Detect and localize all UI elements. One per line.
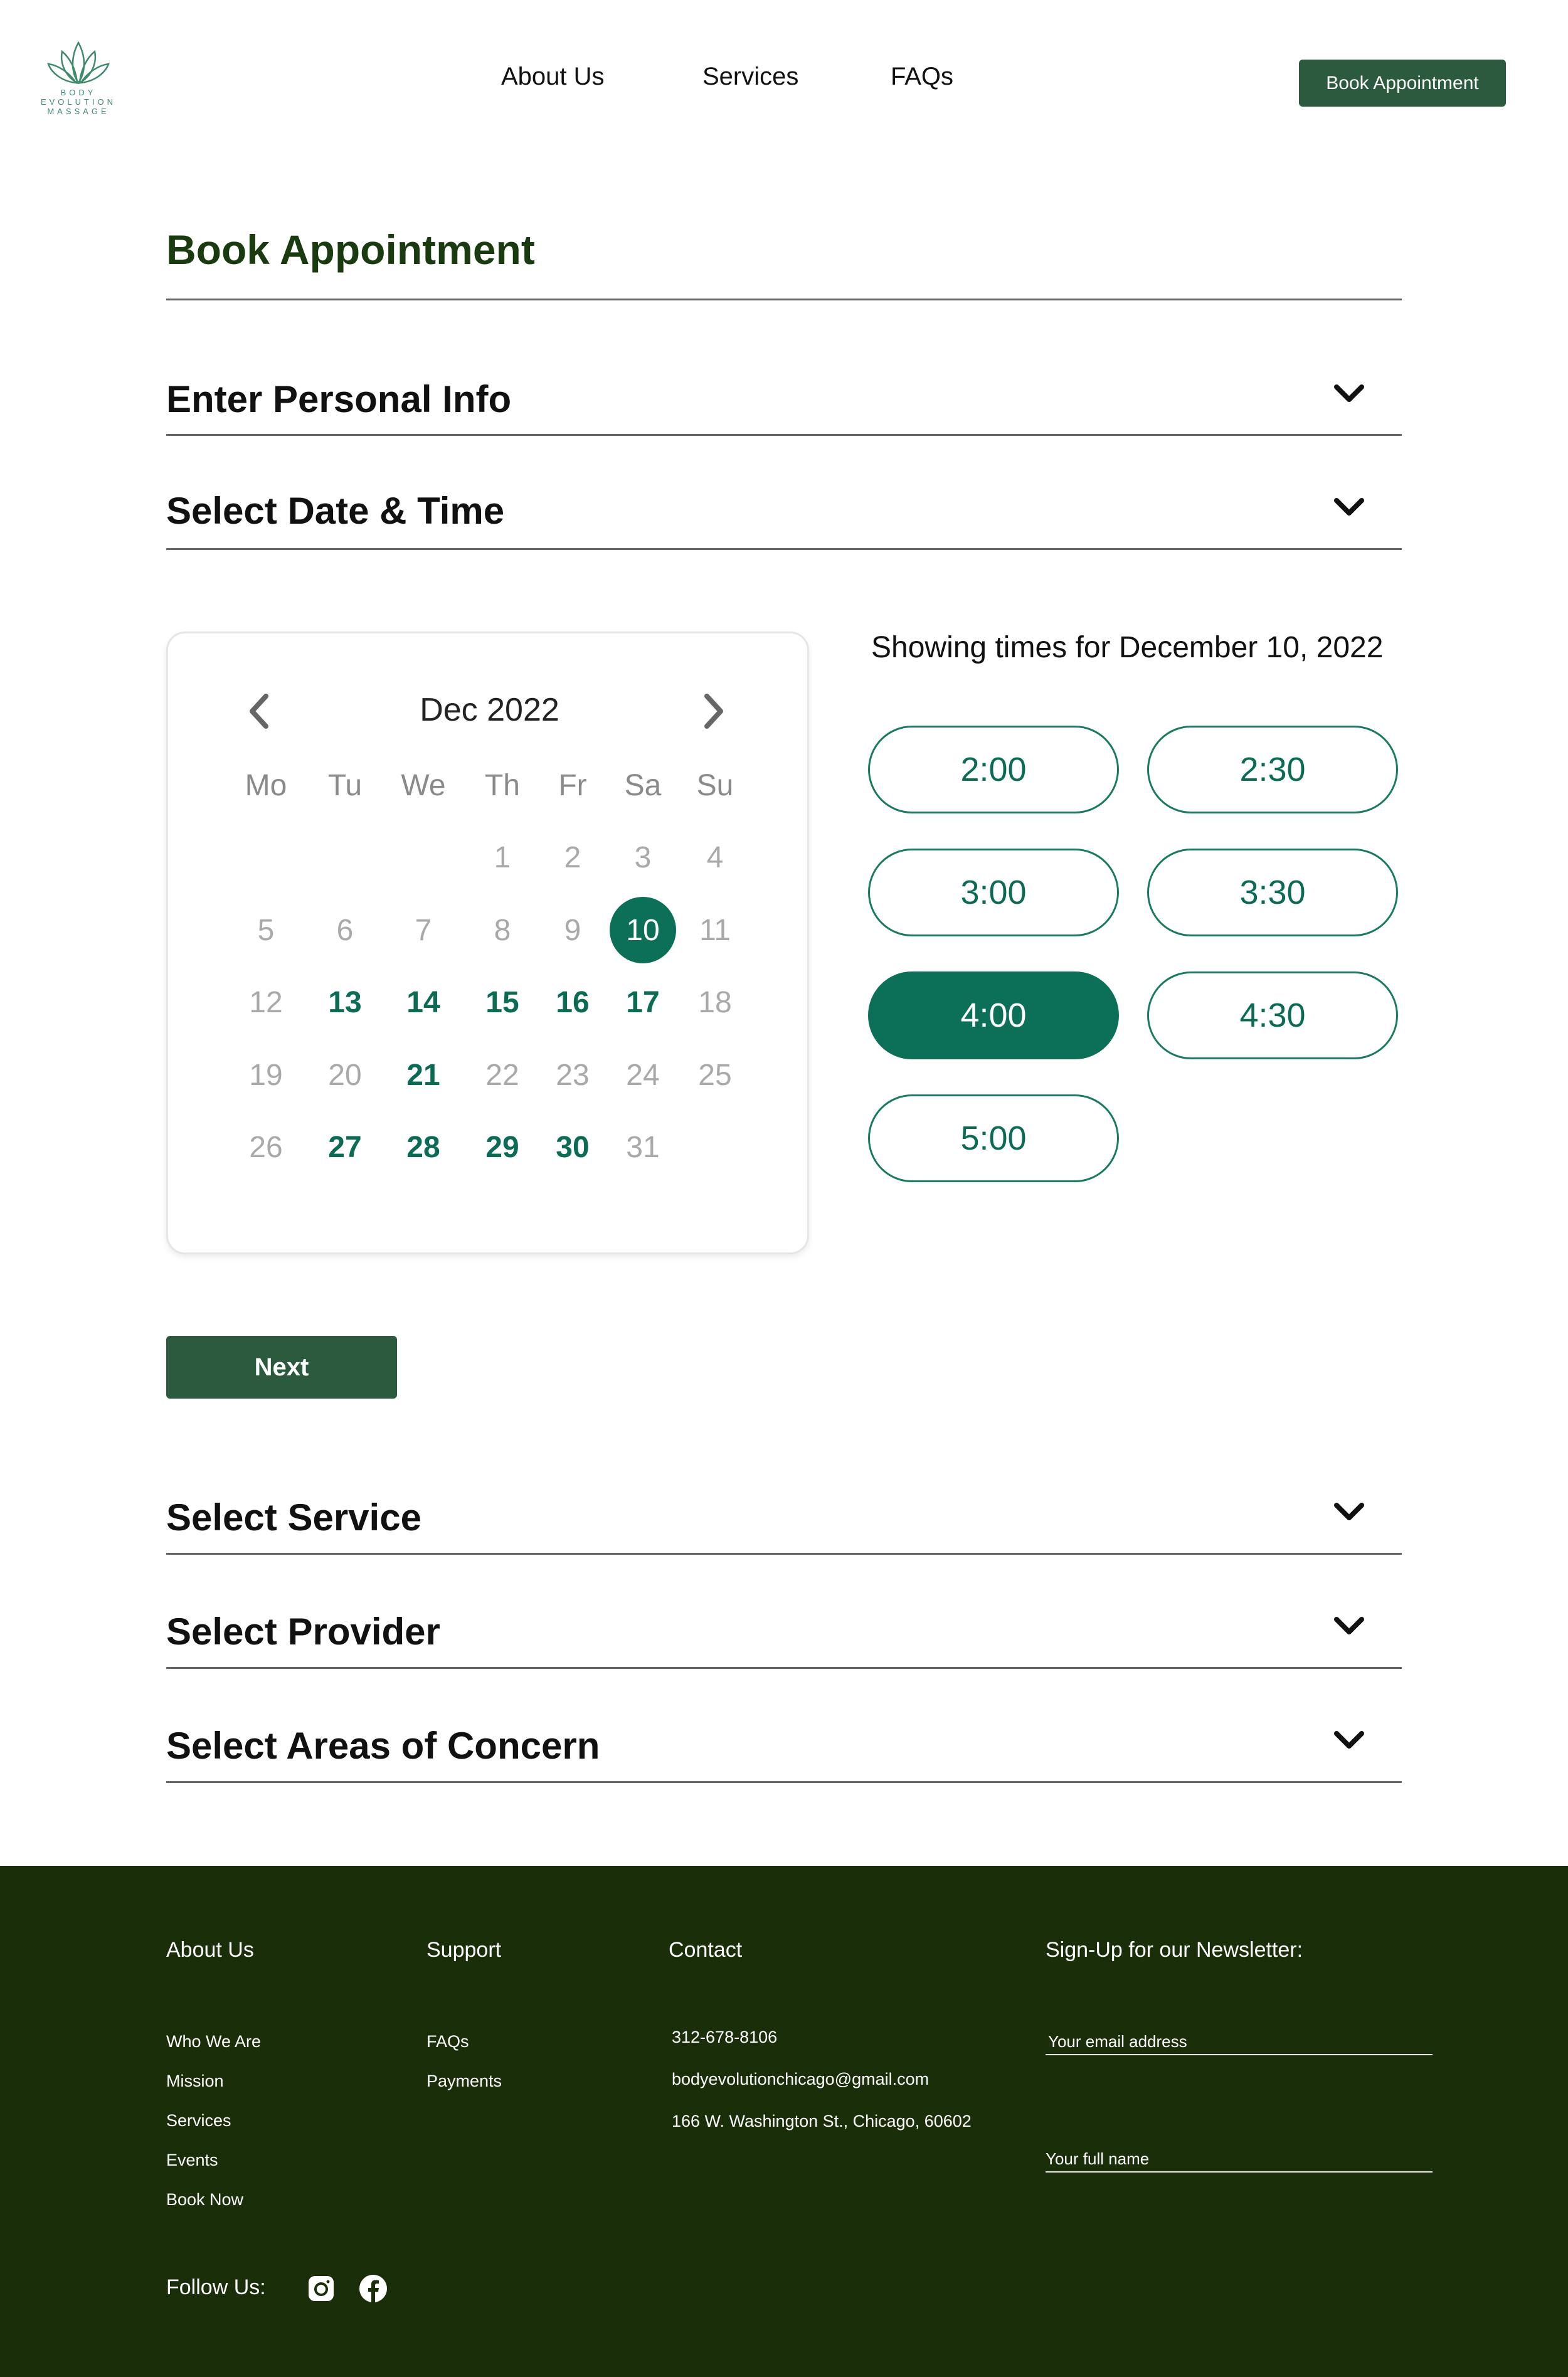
weekday-label: Th [484, 768, 520, 802]
page-title: Book Appointment [166, 226, 535, 273]
chevron-down-icon [1333, 381, 1365, 406]
calendar-day: 1 [494, 840, 511, 874]
calendar-day: 31 [626, 1130, 660, 1164]
accordion-title: Select Service [166, 1496, 421, 1538]
footer-link[interactable]: Book Now [166, 2190, 244, 2209]
newsletter-name-field[interactable] [1046, 2149, 1433, 2173]
calendar-day: 18 [698, 985, 732, 1019]
lotus-icon [41, 38, 116, 88]
calendar-day: 4 [706, 840, 724, 874]
weekday-label: Tu [327, 768, 363, 802]
divider [166, 1781, 1402, 1783]
weekday-label: We [401, 768, 446, 802]
instagram-icon[interactable] [306, 2274, 336, 2304]
calendar-day: 25 [698, 1058, 732, 1092]
accordion-title: Select Areas of Concern [166, 1725, 600, 1767]
chevron-down-icon [1333, 1727, 1365, 1752]
footer-link[interactable]: Events [166, 2151, 218, 2169]
footer-link[interactable]: Mission [166, 2072, 224, 2090]
newsletter-heading: Sign-Up for our Newsletter: [1046, 1938, 1303, 1962]
logo-line: BODY [60, 88, 97, 97]
calendar-day: 6 [336, 913, 354, 947]
divider [166, 1667, 1402, 1669]
footer-heading-support: Support [426, 1938, 502, 1962]
calendar-day[interactable]: 27 [328, 1130, 362, 1164]
footer-link[interactable]: Services [166, 2111, 231, 2130]
weekday-label: Sa [624, 768, 662, 802]
calendar-day-selected[interactable]: 10 [626, 913, 660, 947]
calendar-day: 24 [626, 1058, 660, 1092]
calendar-day[interactable]: 29 [485, 1130, 519, 1164]
footer-link[interactable]: Payments [426, 2072, 502, 2090]
footer-heading-contact: Contact [669, 1938, 743, 1962]
divider [166, 434, 1402, 436]
calendar-month-label: Dec 2022 [420, 692, 559, 728]
divider [166, 1553, 1402, 1555]
logo-line: MASSAGE [47, 107, 110, 116]
calendar-day[interactable]: 30 [556, 1130, 590, 1164]
calendar-day: 11 [699, 913, 731, 947]
chevron-down-icon [1333, 494, 1365, 519]
nav-about-us[interactable]: About Us [501, 63, 605, 90]
calendar-day: 26 [249, 1130, 283, 1164]
calendar-day[interactable]: 14 [406, 985, 440, 1019]
footer-link[interactable]: FAQs [426, 2032, 469, 2051]
follow-us-label: Follow Us: [166, 2275, 266, 2299]
time-slot-button[interactable]: 2:30 [1147, 726, 1398, 813]
calendar-day: 9 [564, 913, 581, 947]
calendar-day: 3 [634, 840, 652, 874]
time-slot-button[interactable]: 4:00 [868, 971, 1119, 1059]
calendar-day: 8 [494, 913, 511, 947]
divider [166, 299, 1402, 300]
contact-email[interactable]: bodyevolutionchicago@gmail.com [672, 2070, 930, 2088]
calendar-day[interactable]: 28 [406, 1130, 440, 1164]
calendar-day[interactable]: 15 [485, 985, 519, 1019]
calendar-day: 2 [564, 840, 581, 874]
time-slot-button[interactable]: 5:00 [868, 1094, 1119, 1182]
footer-heading-about: About Us [166, 1938, 254, 1962]
name-placeholder: Your full name [1046, 2149, 1150, 2168]
calendar-day: 7 [415, 913, 432, 947]
time-slot-button[interactable]: 3:00 [868, 849, 1119, 936]
calendar-day[interactable]: 21 [406, 1058, 440, 1092]
accordion-title: Select Date & Time [166, 490, 505, 532]
contact-address: 166 W. Washington St., Chicago, 60602 [672, 2112, 972, 2131]
next-button[interactable]: Next [166, 1336, 397, 1399]
accordion-title: Select Provider [166, 1611, 440, 1653]
accordion-title: Enter Personal Info [166, 378, 512, 420]
calendar-day: 5 [257, 913, 275, 947]
time-slot-button[interactable]: 2:00 [868, 726, 1119, 813]
chevron-right-icon[interactable] [698, 691, 729, 731]
book-appointment-button[interactable]: Book Appointment [1299, 60, 1506, 107]
facebook-icon[interactable] [358, 2274, 388, 2304]
weekday-label: Mo [245, 768, 287, 802]
weekday-label: Fr [558, 768, 587, 802]
calendar-day: 20 [328, 1058, 362, 1092]
time-slot-button[interactable]: 3:30 [1147, 849, 1398, 936]
newsletter-email-field[interactable] [1046, 2032, 1433, 2055]
site-footer [0, 1866, 1568, 2377]
nav-services[interactable]: Services [702, 63, 799, 90]
contact-phone[interactable]: 312-678-8106 [672, 2028, 778, 2046]
footer-link[interactable]: Who We Are [166, 2032, 262, 2051]
calendar-day[interactable]: 17 [626, 985, 660, 1019]
time-slot-button[interactable]: 4:30 [1147, 971, 1398, 1059]
brand-logo[interactable] [31, 38, 125, 132]
email-placeholder: Your email address [1048, 2032, 1187, 2051]
site-header [0, 0, 1568, 163]
nav-faqs[interactable]: FAQs [891, 63, 954, 90]
divider [166, 548, 1402, 550]
chevron-down-icon [1333, 1499, 1365, 1524]
date-picker-calendar [166, 632, 809, 1254]
calendar-day: 12 [249, 985, 283, 1019]
chevron-down-icon [1333, 1613, 1365, 1638]
calendar-day: 23 [556, 1058, 590, 1092]
logo-line: EVOLUTION [40, 97, 117, 107]
weekday-label: Su [696, 768, 734, 802]
calendar-day: 22 [485, 1058, 519, 1092]
calendar-day[interactable]: 13 [328, 985, 362, 1019]
calendar-day[interactable]: 16 [556, 985, 590, 1019]
times-heading: Showing times for December 10, 2022 [871, 631, 1384, 664]
calendar-day: 19 [249, 1058, 283, 1092]
